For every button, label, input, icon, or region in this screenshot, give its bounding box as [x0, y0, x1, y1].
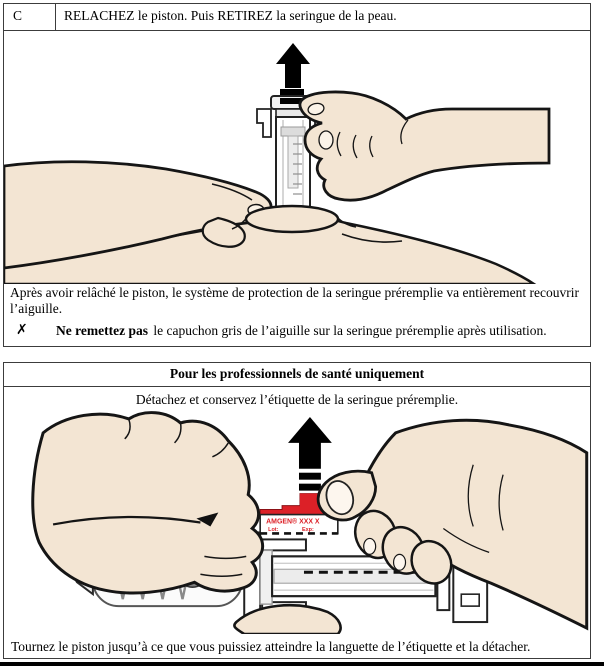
step-letter-cell: C — [4, 4, 56, 30]
bottom-rule — [0, 662, 604, 666]
professionals-subtitle: Détachez et conservez l’étiquette de la seringue préremplie. — [135, 392, 459, 407]
remove-syringe-drawing — [4, 32, 590, 284]
motion-dashes — [299, 473, 321, 491]
step-c-section — [3, 3, 591, 347]
label-lot-text: Lot: — [268, 526, 279, 533]
illustration-detach-label — [4, 407, 590, 634]
note-text: Après avoir relâché le piston, le système de protection de la seringue préremplie va entièrement recouvrir l’aiguille. — [10, 285, 580, 316]
professionals-section — [3, 362, 591, 659]
right-hand — [300, 92, 549, 200]
label-brand-text: AMGEN® XXX X — [266, 518, 320, 526]
arrow-up-icon — [288, 417, 332, 469]
detach-label-drawing — [4, 407, 590, 634]
warning-text — [56, 322, 547, 339]
warning-bold-text: Ne remettez pas — [56, 323, 148, 338]
arrow-up-icon — [276, 43, 310, 88]
step-header-row — [4, 4, 590, 31]
illustration-remove-syringe — [4, 32, 590, 284]
step-instruction-cell: RELACHEZ le piston. Puis RETIREZ la seringue de la peau. — [64, 8, 397, 23]
x-mark-icon: ✗ — [16, 322, 28, 338]
warning-rest-text: le capuchon gris de l’aiguille sur la seringue préremplie après utilisation. — [153, 323, 547, 338]
warning-row — [10, 322, 584, 339]
label-exp-text: Exp: — [301, 526, 314, 533]
professionals-header: Pour les professionnels de santé uniquement — [4, 363, 590, 387]
professionals-footer: Tournez le piston jusqu’à ce que vous puissiez atteindre la languette de l’étiquette et la détacher. — [11, 639, 531, 654]
